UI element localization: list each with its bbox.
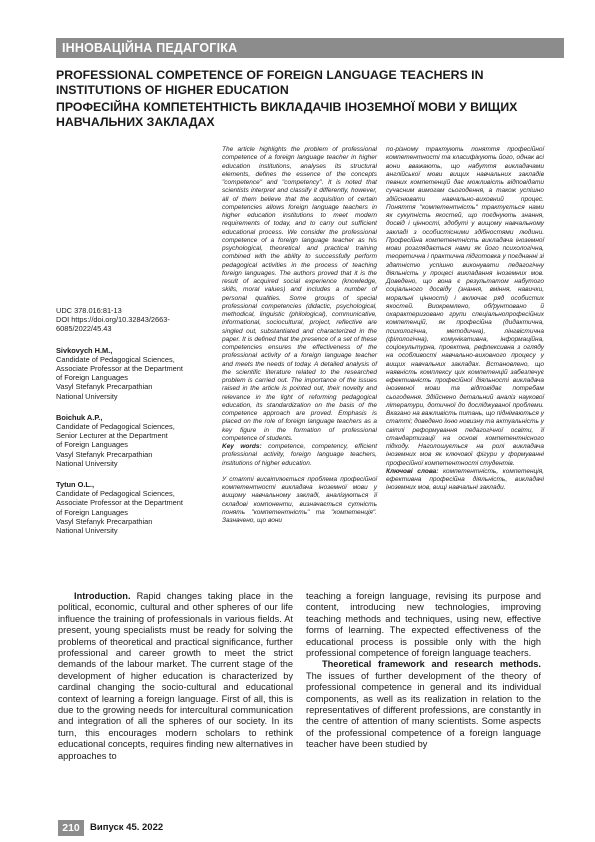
author-name: Tytun O.L., xyxy=(56,480,95,490)
author-affiliation-line: Senior Lecturer at the Department xyxy=(56,431,168,441)
keywords-english xyxy=(222,443,377,468)
author-block xyxy=(56,413,208,468)
abstract-ukrainian-start: У статті висвітлюється проблема професійної компетентності викладача іноземної мови у вищому навчальному закладі, аналізуються її складові компоненти, визначається сутність понять "компетентність" та "компетенція". Зазначено, що вони xyxy=(222,475,377,524)
author-affiliation-line: Candidate of Pedagogical Sciences, xyxy=(56,422,175,432)
framework-heading: Theoretical framework and research methods. xyxy=(322,659,541,670)
abstract-ukrainian-continued: по-різному трактують поняття професійної компетентності та класифікують його, однак всі вони вважають, що набуття викладачами англійської мови вищих навчальних закладів певних компетенцій дає можливість відповідати сучасним вимогам сьогодення, а також успішно здійснювати навчально-виховний процес. Поняття "компетентність" трактується нами як сукупність якостей, що поєднують знання, досвід і цінності, здобуті у вищому навчальному закладі з особистісними здібностями людини. Професійна компетентність викладача іноземної мови розглядається нами як його психологічна, теоретична і практична підготовка у поєднанні зі здатністю успішно виконувати педагогічну діяльність у процесі викладання іноземних мов. Доведено, що вона є результатом набутого соціального досвіду (знання, вміння, навички, моральні цінності) і включає ряд особистих якостей. Виокремлено, обґрунтовано й охарактеризовано групи спеціальнопрофесійних компетенцій, як професійна (дидактична, психологічна, методична), лінгвістична (філологічна), комунікативна, інформаційна, соціокультурна, проектна, рефлексивна з огляду на особливості навчально-виховного процесу у вищих навчальних закладах. Встановлено, що наявність комплексу цих компетенцій забезпечує ефективність професійної діяльності викладача іноземної мови та відповідає потребам сьогодення. Здійснено детальний аналіз наукової літератури, дотичної до досліджуваної проблеми. Вказано на важливість питань, що піднімаються у статті; доведено їхню новизну та актуальність у світлі реформування педагогічної освіти, її стандартизації на основі компетентнісного підходу. Наголошується на ролі викладача іноземних мов як ключової фігури у формуванні професійної компетентності студентів. xyxy=(386,146,544,467)
author-affiliation-line: Vasyl Stefanyk Precarpathian xyxy=(56,516,153,526)
article-metadata xyxy=(56,306,208,547)
keywords-label: Ключові слова: xyxy=(386,467,439,475)
author-affiliation-line: of Foreign Languages xyxy=(56,507,128,517)
issue-label: Випуск 45. 2022 xyxy=(90,822,164,833)
author-block xyxy=(56,480,208,535)
author-affiliation-line: Associate Professor at the Department xyxy=(56,364,183,374)
page-number: 210 xyxy=(58,820,84,836)
body-column-right xyxy=(306,591,541,751)
section-header: ІННОВАЦІЙНА ПЕДАГОГІКА xyxy=(56,38,564,58)
doi-line-1[interactable]: DOI https://doi.org/10.32843/2663- xyxy=(56,315,170,325)
author-affiliation-line: Associate Professor at the Department xyxy=(56,498,183,508)
introduction-heading: Introduction. xyxy=(74,591,131,601)
body-column-left xyxy=(58,591,293,762)
author-affiliation-line: National University xyxy=(56,391,118,401)
udc-code: UDC 378.016:81-13 xyxy=(56,306,122,315)
author-affiliation-line: Candidate of Pedagogical Sciences, xyxy=(56,489,175,499)
keywords-list: competence, competency, efficient professional activity, foreign language teachers, institutions of higher education. xyxy=(222,443,378,467)
identifiers xyxy=(56,306,208,334)
author-block xyxy=(56,346,208,401)
author-affiliation-line: Vasyl Stefanyk Precarpathian xyxy=(56,449,153,459)
framework-text: The issues of further development of the theory of professional competence in general and its individual components, as well as its realization in relation to the representatives of different professions, are constantly in the centre of attention of many scientists. Some aspects of the professional competence of a foreign language teacher have been studied by xyxy=(306,670,541,750)
framework-paragraph xyxy=(306,659,541,750)
author-name: Boichuk A.P., xyxy=(56,412,103,422)
keywords-list: компетентність, компетенція, ефективна професійна діяльність, викладачі іноземних мов, вищі навчальні заклади. xyxy=(386,467,544,492)
keywords-label: Key words: xyxy=(222,443,262,450)
introduction-text: Rapid changes taking place in the political, economic, cultural and other spheres of our life influence the training of professionals in various fields. At present, young specialists must be ready for solving the problems of theoretical and practical significance, further professional and career growth to meet the strict demands of the labour market. The current stage of the development of higher education is characterized by cardinal changing the socio-cultural and educational context of learning a foreign language. First of all, this is due to the growing needs for intercultural communication and integration of all the spheres of our society. In its turn, this encourages modern scholars to rethink educational concepts, requires finding new alternatives in approaches to xyxy=(58,591,293,761)
introduction-continued: teaching a foreign language, revising its purpose and content, introducing new technologies, improving teaching methods and techniques, using new, effective forms of learning. The expected effectiveness of the educational process is possible only with the high professional competence of foreign language teachers. xyxy=(306,591,541,659)
keywords-ukrainian xyxy=(386,468,544,493)
abstract-english-text: The article highlights the problem of professional competence of a foreign language teacher in higher education institutions, analyses its structural elements, defines the essence of the concepts "competence" and "competency". It is noted that scientists interpret and classify it differently, however, all of them believe that the acquisition of certain competencies allows foreign language teachers in higher education institutions to meet modern requirements of today, and to carry out sufficient educational process. We consider the professional competence of a foreign language teacher as his psychological, theoretical and practical training combined with the ability to successfully perform pedagogical activities in the process of teaching foreign languages. The authors proved that it is the result of acquired social experience (knowledge, skills, moral values) and includes a number of personal qualities. Some groups of special professional competencies (didactic, psychological, methodical, linguistic (philological), communicative, informational, sociocultural, project, reflective are singled out, substantiated and characterized in the paper. It is defined that the presence of a set of these competencies ensures the effectiveness of the professional activity of a foreign language teacher and meets the needs of today. A detailed analysis of the scientific literature related to the researched problem is carried out. The importance of the issues raised in the article is pointed out, their novelty and relevance in the light of reforming pedagogical education, its standardization on the basis of the competence approach are proved. Emphasis is placed on the role of foreign language teachers as a key figure in the formation of professional competence of students. xyxy=(222,146,377,442)
doi-line-2[interactable]: 6085/2022/45.43 xyxy=(56,324,112,334)
introduction-paragraph xyxy=(58,591,293,762)
author-affiliation-line: National University xyxy=(56,458,118,468)
author-affiliation-line: of Foreign Languages xyxy=(56,440,128,450)
abstract-ukrainian xyxy=(386,146,544,493)
abstract-english xyxy=(222,146,377,525)
author-name: Sivkovych H.M., xyxy=(56,345,113,355)
author-affiliation-line: of Foreign Languages xyxy=(56,373,128,383)
article-title-ukrainian: ПРОФЕСІЙНА КОМПЕТЕНТНІСТЬ ВИКЛАДАЧІВ ІНОЗЕМНОЇ МОВИ У ВИЩИХ НАВЧАЛЬНИХ ЗАКЛАДАХ xyxy=(56,100,518,129)
author-affiliation-line: National University xyxy=(56,526,118,536)
article-title-english: PROFESSIONAL COMPETENCE OF FOREIGN LANGUAGE TEACHERS IN INSTITUTIONS OF HIGHER EDUCATION xyxy=(56,68,484,97)
author-affiliation-line: Vasyl Stefanyk Precarpathian xyxy=(56,382,153,392)
author-affiliation-line: Candidate of Pedagogical Sciences, xyxy=(56,354,175,364)
